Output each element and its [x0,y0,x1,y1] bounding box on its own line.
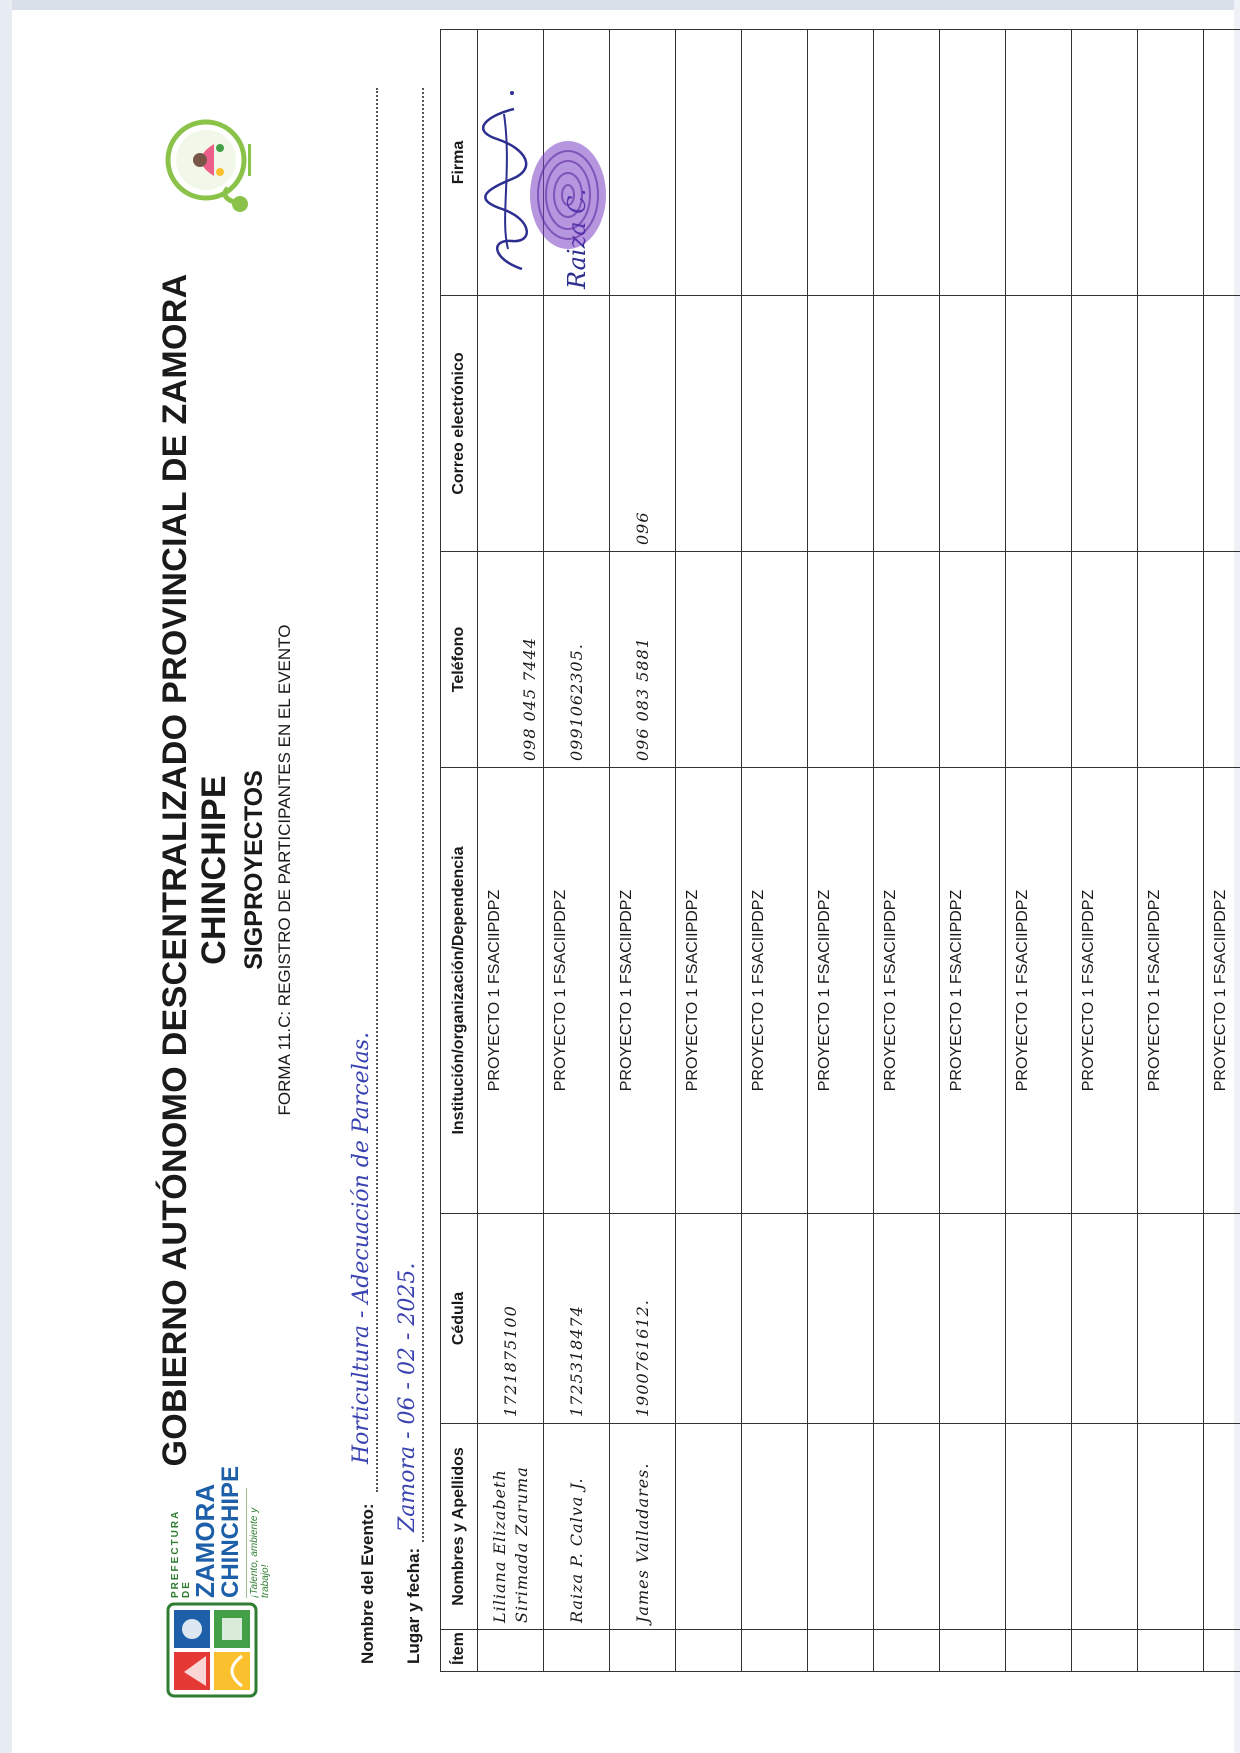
document-subtitle: SIGPROYECTOS [240,770,268,970]
cell-signature [1006,30,1072,296]
cell-cedula [1204,1214,1240,1424]
registration-form-page [150,30,1230,1710]
event-name-field [350,80,384,1664]
dotted-line [422,88,424,1542]
table-row [544,30,610,1672]
cell-cedula [874,1214,940,1424]
cell-email [940,296,1006,552]
cell-phone: 096 083 5881 [610,552,676,768]
cell-signature [1138,30,1204,296]
table-row [940,30,1006,1672]
cell-cedula: 1725318474 [544,1214,610,1424]
cell-item [874,1630,940,1672]
header-cedula: Cédula [441,1214,478,1424]
fingerprint-icon [526,135,610,255]
cell-phone [1006,552,1072,768]
cell-phone [1072,552,1138,768]
cell-cedula: 1900761612. [610,1214,676,1424]
header-name: Nombres y Apellidos [441,1424,478,1630]
event-name-label: Nombre del Evento: [358,1503,377,1664]
cell-email [676,296,742,552]
cell-email: 096 [610,296,676,552]
cell-signature [676,30,742,296]
cell-institution: PROYECTO 1 FSACIIPDPZ [742,768,808,1214]
cell-signature [940,30,1006,296]
cell-institution: PROYECTO 1 FSACIIPDPZ [874,768,940,1214]
cell-institution: PROYECTO 1 FSACIIPDPZ [1006,768,1072,1214]
cell-cedula [742,1214,808,1424]
event-name-value: Horticultura - Adecuación de Parcelas. [349,1031,374,1464]
cell-cedula [1072,1214,1138,1424]
cell-name [1138,1424,1204,1630]
cell-institution: PROYECTO 1 FSACIIPDPZ [808,768,874,1214]
cell-email [1072,296,1138,552]
cell-signature [1204,30,1240,296]
cell-signature [610,30,676,296]
cell-item [1006,1630,1072,1672]
table-row [808,30,874,1672]
cell-name: James Valladares. [610,1424,676,1630]
cell-cedula [676,1214,742,1424]
logo-line-3: CHINCHIPE [217,1465,244,1598]
cell-item [610,1630,676,1672]
prefectura-logo-text [170,1465,271,1598]
document-header [156,260,295,1480]
cell-name [940,1424,1006,1630]
dotted-line [376,88,378,1492]
cell-signature [808,30,874,296]
header-institution: Institución/organización/Dependencia [441,768,478,1214]
cell-phone [874,552,940,768]
cell-name [742,1424,808,1630]
cell-name [874,1424,940,1630]
form-title: FORMA 11.C: REGISTRO DE PARTICIPANTES EN EL EVENTO [275,624,294,1116]
cell-item [676,1630,742,1672]
cell-email [742,296,808,552]
cell-institution: PROYECTO 1 FSACIIPDPZ [1072,768,1138,1214]
scan-edge [0,0,1240,10]
table-header-row [441,30,478,1672]
header-email: Correo electrónico [441,296,478,552]
cell-item [1204,1630,1240,1672]
logo-line-2: ZAMORA [190,1483,220,1598]
header-phone: Teléfono [441,552,478,768]
cell-item [742,1630,808,1672]
cell-item [1138,1630,1204,1672]
logo-line-1: PREFECTURA DE [170,1510,192,1598]
cell-institution: PROYECTO 1 FSACIIPDPZ [940,768,1006,1214]
cell-signature [874,30,940,296]
cell-phone: 0991062305. [544,552,610,768]
cell-email [1138,296,1204,552]
cell-name: Raiza P. Calva J. [544,1424,610,1630]
cell-name [1006,1424,1072,1630]
event-place-label: Lugar y fecha: [404,1547,423,1664]
table-row [610,30,676,1672]
participants-table [440,29,1240,1672]
document-title: GOBIERNO AUTÓNOMO DESCENTRALIZADO PROVINCIAL DE ZAMORA CHINCHIPE [156,273,233,1467]
cell-email [1006,296,1072,552]
cell-name [808,1424,874,1630]
cell-signature [544,30,610,296]
program-logo-icon [158,112,258,222]
logo-tagline: ¡Talento, ambiente y trabajo! [246,1488,271,1598]
cell-cedula [808,1214,874,1424]
cell-name: Liliana Elizabeth Sirimada Zaruma [478,1424,544,1630]
cell-email [478,296,544,552]
cell-name [1204,1424,1240,1630]
cell-cedula [940,1214,1006,1424]
cell-email [808,296,874,552]
event-place-value: Zamora - 06 - 02 - 2025. [395,1262,420,1532]
cell-institution: PROYECTO 1 FSACIIPDPZ [544,768,610,1214]
cell-institution: PROYECTO 1 FSACIIPDPZ [1204,768,1240,1214]
cell-item [1072,1630,1138,1672]
table-row [676,30,742,1672]
cell-signature [1072,30,1138,296]
table-row [1138,30,1204,1672]
cell-cedula [1006,1214,1072,1424]
cell-institution: PROYECTO 1 FSACIIPDPZ [610,768,676,1214]
table-row [1072,30,1138,1672]
header-item: Ítem [441,1630,478,1672]
table-row [1204,30,1240,1672]
table-row [478,30,544,1672]
cell-phone [940,552,1006,768]
cell-cedula: 1721875100 [478,1214,544,1424]
header-signature: Firma [441,30,478,296]
prefectura-logo-icon [164,1600,260,1700]
cell-institution: PROYECTO 1 FSACIIPDPZ [1138,768,1204,1214]
event-place-field [396,80,430,1664]
cell-institution: PROYECTO 1 FSACIIPDPZ [676,768,742,1214]
cell-item [544,1630,610,1672]
cell-phone [1204,552,1240,768]
cell-item [478,1630,544,1672]
cell-email [544,296,610,552]
cell-email [874,296,940,552]
cell-phone [808,552,874,768]
cell-phone: 098 045 7444 [478,552,544,768]
cell-item [940,1630,1006,1672]
table-row [742,30,808,1672]
cell-institution: PROYECTO 1 FSACIIPDPZ [478,768,544,1214]
cell-email [1204,296,1240,552]
cell-item [808,1630,874,1672]
cell-phone [676,552,742,768]
cell-cedula [1138,1214,1204,1424]
table-row [1006,30,1072,1672]
cell-phone [1138,552,1204,768]
cell-phone [742,552,808,768]
cell-signature [742,30,808,296]
scan-edge [0,0,12,1753]
table-row [874,30,940,1672]
cell-name [676,1424,742,1630]
cell-name [1072,1424,1138,1630]
